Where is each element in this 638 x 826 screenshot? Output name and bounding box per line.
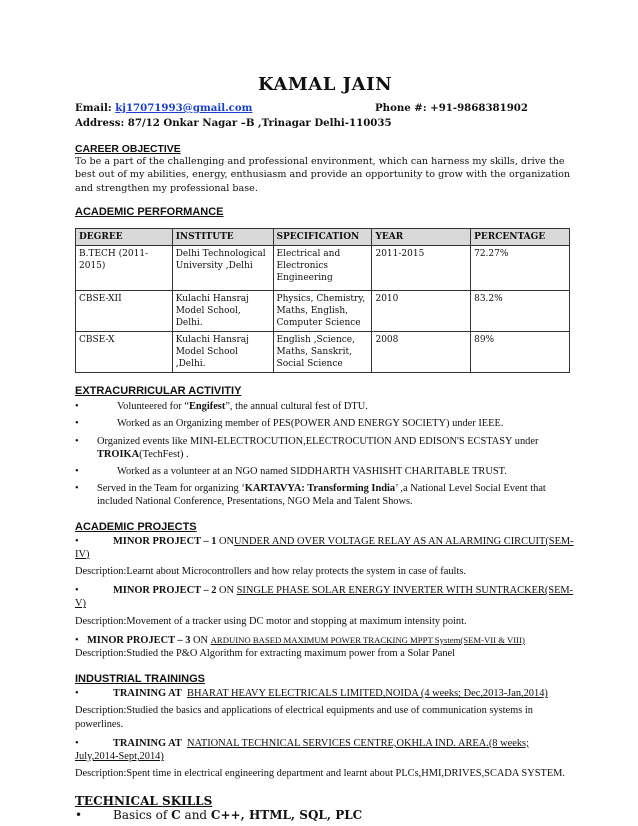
phone-number: +91-9868381902 [430,102,528,114]
table-cell: Physics, Chemistry, Maths, English, Computer Science [273,291,372,332]
project-label: MINOR PROJECT – 3 [87,634,191,646]
training-place: BHARAT HEAVY ELECTRICALS LIMITED,NOIDA (4 weeks; Dec,2013-Jan,2014) [187,688,548,700]
table-cell: Electrical and Electronics Engineering [273,246,372,291]
item-emphasis: KARTAVYA: Transforming India [244,483,396,495]
project-title: ARDUINO BASED MAXIMUM POWER TRACKING MPPT System(SEM-VII & VIII) [210,634,525,645]
address-value: 87/12 Onkar Nagar –B ,Trinagar Delhi-110035 [127,117,392,129]
table-cell: Delhi Technological University ,Delhi [172,246,273,291]
project-title: SINGLE PHASE SOLAR ENERGY INVERTER WITH SUNTRACKER(SEM-V) [75,585,574,610]
column-header: INSTITUTE [172,229,273,246]
table-cell: 72.27% [471,246,570,291]
table-row [76,332,570,373]
skill-c: C [171,808,181,823]
training-title-line [75,687,575,700]
table-cell: English ,Science, Maths, Sanskrit, Social Science [273,332,372,373]
skills-and: and [180,808,211,823]
project-description: Description:Movement of a tracker using DC motor and stopping at maximum intensity point. [75,615,467,627]
project-on: ON [216,585,237,597]
column-header: DEGREE [76,229,173,246]
training-description: Description:Spent time in electrical engineering department and learnt about PLCs,HMI,DRIVES,SCADA SYSTEM. [75,768,566,780]
item-text: Organized events like MINI-ELECTROCUTION,ELECTROCUTION AND EDISON'S ECSTASY under [97,435,539,447]
training-heading: INDUSTRIAL TRAININGS [75,673,205,686]
project-on: ON [216,535,235,547]
list-item [75,482,575,508]
candidate-name: KAMAL JAIN [257,74,393,95]
bullet-icon: • [75,401,79,413]
table-header-row [76,229,570,246]
email-link[interactable]: kj17071993@gmail.com [115,102,253,114]
bullet-icon: • [75,737,79,749]
item-emphasis: Engifest [188,401,226,413]
table-cell: CBSE-X [76,332,173,373]
training-title-line [75,737,575,763]
bullet-icon: • [75,418,79,430]
training-place: NATIONAL TECHNICAL SERVICES CENTRE,OKHLA IND. AREA.(8 weeks; July,2014-Sept,2014) [75,737,529,763]
bullet-icon: • [75,634,79,646]
bullet-icon: • [75,585,79,597]
training-label: TRAINING AT [113,737,182,749]
item-emphasis: TROIKA [97,448,140,460]
project-title: UNDER AND OVER VOLTAGE RELAY AS AN ALARMING CIRCUIT(SEM-IV) [75,535,574,560]
table-row [76,291,570,332]
academic-heading: ACADEMIC PERFORMANCE [75,206,224,219]
project-label: MINOR PROJECT – 2 [113,585,217,597]
table-cell: B.TECH (2011-2015) [76,246,173,291]
table-cell: 83.2% [471,291,570,332]
item-text: ”, the annual cultural fest of DTU. [225,401,368,413]
extracurricular-heading: EXTRACURRICULAR ACTIVITIY [75,385,242,398]
column-header: YEAR [372,229,471,246]
phone-label: Phone #: [375,102,427,114]
table-cell: 2010 [372,291,471,332]
list-item [75,465,575,478]
project-on: ON [190,634,211,646]
item-text: Served in the Team for organizing ‘ [97,483,245,495]
phone-info [375,101,528,116]
item-text: ’ ,a National Level Social Event that included National Conference, Presentations, NGO Mela and Talent Shows. [97,483,546,508]
training-label: TRAINING AT [113,688,182,700]
bullet-icon: • [75,535,79,547]
table-row [76,246,570,291]
academic-table [75,228,570,373]
project-label: MINOR PROJECT – 1 [113,535,217,547]
resume-page [75,74,575,822]
skills-heading: TECHNICAL SKILLS [75,794,213,809]
item-text: (TechFest) . [139,448,189,460]
item-text: Worked as a volunteer at an NGO named SIDDHARTH VASHISHT CHARITABLE TRUST. [117,466,507,478]
list-item [75,400,575,413]
table-cell: Kulachi Hansraj Model School, Delhi. [172,291,273,332]
project-description: Description:Studied the P&O Algorithm for extracting maximum power from a Solar Panel [75,648,456,660]
email-label: Email: [75,102,112,114]
list-item [75,435,575,461]
bullet-icon: • [75,808,83,823]
skills-list: C++, HTML, SQL, PLC [210,808,363,823]
table-cell: 2011-2015 [372,246,471,291]
project-title-line [75,634,575,647]
objective-heading: CAREER OBJECTIVE [75,144,181,155]
bullet-icon: • [75,466,79,478]
training-description: Description:Studied the basics and applications of electrical equipments and use of communication systems in powerlines. [75,705,533,730]
projects-heading: ACADEMIC PROJECTS [75,520,197,533]
table-cell: Kulachi Hansraj Model School ,Delhi. [172,332,273,373]
skills-line [75,808,575,822]
extracurricular-list [75,400,575,508]
table-cell: 89% [471,332,570,373]
item-text: Worked as an Organizing member of PES(POWER AND ENERGY SOCIETY) under IEEE. [117,418,504,430]
table-cell: 2008 [372,332,471,373]
project-description: Description:Learnt about Microcontrollers and how relay protects the system in case of faults. [75,566,466,578]
item-text: Volunteered for “ [117,401,189,413]
list-item [75,417,575,430]
column-header: SPECIFICATION [273,229,372,246]
bullet-icon: • [75,688,79,700]
project-title-line [75,535,575,561]
table-cell: CBSE-XII [76,291,173,332]
objective-text: To be a part of the challenging and professional environment, which can harness my skills, drive the best out of my abilities, energy, enthusiasm and provide an opportunity to grow with the organization and strengthen my professional base. [75,156,571,194]
bullet-icon: • [75,435,79,447]
address-label: Address: [75,117,125,129]
bullet-icon: • [75,483,79,495]
skills-prefix: Basics of [113,808,172,823]
project-title-line [75,584,575,610]
address-line [75,116,575,131]
contact-line [75,101,575,116]
column-header: PERCENTAGE [471,229,570,246]
